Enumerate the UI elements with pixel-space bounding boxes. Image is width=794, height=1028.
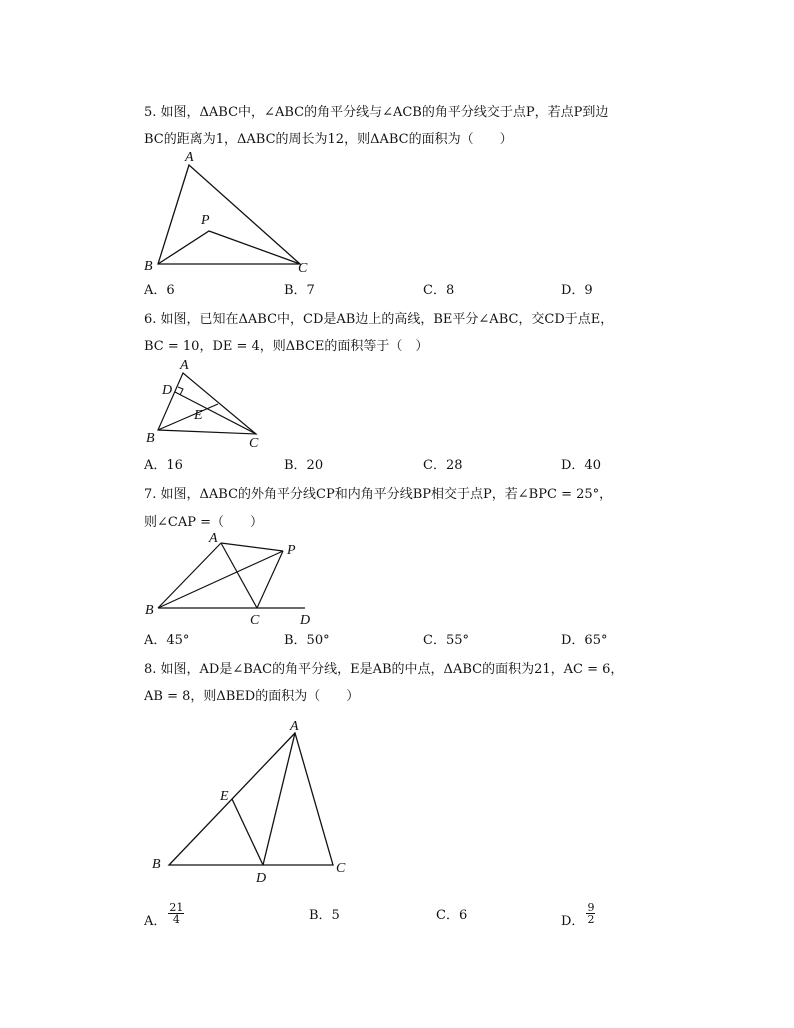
q8-stem-line2: AB = 8，则ΔBED的面积为（ ） <box>144 689 360 704</box>
q8-bisector-ad <box>263 733 295 865</box>
q8-label-e: E <box>220 789 229 804</box>
q6-label-b: B <box>146 431 155 446</box>
q7-segment-ac <box>221 543 257 608</box>
q8-stem-line1: 8. 如图，AD是∠BAC的角平分线，E是AB的中点，ΔABC的面积为21，AC = 6， <box>144 662 624 677</box>
q5-segments-bp-pc <box>158 231 300 264</box>
q7-option-d: D．65° <box>561 633 608 648</box>
q7-option-a: A．45° <box>144 633 190 648</box>
q8-label-c: C <box>336 861 346 876</box>
q5-stem-line2: BC的距离为1，ΔABC的周长为12，则ΔABC的面积为（ ） <box>144 132 513 147</box>
q8-option-c: C．6 <box>436 908 468 923</box>
q6-option-c: C．28 <box>423 458 463 473</box>
q6-label-e: E <box>194 408 203 423</box>
q7-segment-cp <box>257 551 283 608</box>
q6-stem-line2: BC = 10，DE = 4，则ΔBCE的面积等于（ ） <box>144 339 429 354</box>
q5-option-c: C．8 <box>423 283 455 298</box>
q5-option-a: A．6 <box>144 283 175 298</box>
q8-option-d-numerator: 9 <box>587 901 595 914</box>
q8-label-b: B <box>152 857 161 872</box>
q7-label-c: C <box>250 613 260 628</box>
q6-stem-line1: 6. 如图，已知在ΔABC中，CD是AB边上的高线，BE平分∠ABC，交CD于点E， <box>144 312 614 327</box>
q8-option-d <box>561 902 595 931</box>
q8-label-d: D <box>256 871 267 886</box>
q7-segment-ap <box>221 543 283 551</box>
q5-label-c: C <box>298 261 308 276</box>
q8-option-a-prefix: A． <box>144 914 167 929</box>
q8-option-a-fraction <box>168 902 184 925</box>
q6-option-b: B．20 <box>284 458 324 473</box>
q5-figure <box>140 148 320 278</box>
q7-label-d: D <box>300 613 311 628</box>
q5-triangle-abc <box>158 165 300 264</box>
q6-triangle-abc <box>158 373 256 434</box>
q7-stem-line1: 7. 如图，ΔABC的外角平分线CP和内角平分线BP相交于点P，若∠BPC = 25°， <box>144 487 613 502</box>
q7-label-b: B <box>145 603 154 618</box>
q7-option-c: C．55° <box>423 633 469 648</box>
q8-option-a-denominator: 4 <box>172 913 180 926</box>
q6-label-c: C <box>249 436 259 451</box>
q8-triangle-abc <box>169 733 333 865</box>
q8-option-d-fraction <box>586 902 595 925</box>
q8-label-a: A <box>290 719 299 734</box>
q6-figure <box>140 356 270 451</box>
q7-segment-bp <box>158 551 283 608</box>
q8-option-a <box>144 902 184 931</box>
q5-stem-line1: 5. 如图，ΔABC中，∠ABC的角平分线与∠ACB的角平分线交于点P，若点P到边 <box>144 105 609 120</box>
q6-altitude-cd <box>175 392 256 434</box>
q5-label-a: A <box>185 150 194 165</box>
q5-option-b: B．7 <box>284 283 315 298</box>
q7-stem-line2: 则∠CAP =（ ） <box>144 515 263 530</box>
q8-option-d-denominator: 2 <box>587 913 595 926</box>
q6-label-d: D <box>162 383 173 398</box>
q8-option-d-prefix: D． <box>561 914 585 929</box>
q5-option-d: D．9 <box>561 283 593 298</box>
q7-segment-ba <box>158 543 221 608</box>
q5-label-p: P <box>201 213 210 228</box>
q8-option-a-numerator: 21 <box>169 901 184 914</box>
q8-option-b: B．5 <box>309 908 340 923</box>
q7-figure <box>140 530 330 630</box>
q8-segment-ed <box>232 799 263 865</box>
q5-label-b: B <box>144 259 153 274</box>
q7-option-b: B．50° <box>284 633 330 648</box>
q7-label-a: A <box>209 531 218 546</box>
q6-label-a: A <box>180 358 189 373</box>
q8-figure <box>140 712 360 892</box>
q7-label-p: P <box>287 543 296 558</box>
q6-option-d: D．40 <box>561 458 601 473</box>
q6-bisector-be <box>158 404 218 430</box>
q6-option-a: A．16 <box>144 458 183 473</box>
